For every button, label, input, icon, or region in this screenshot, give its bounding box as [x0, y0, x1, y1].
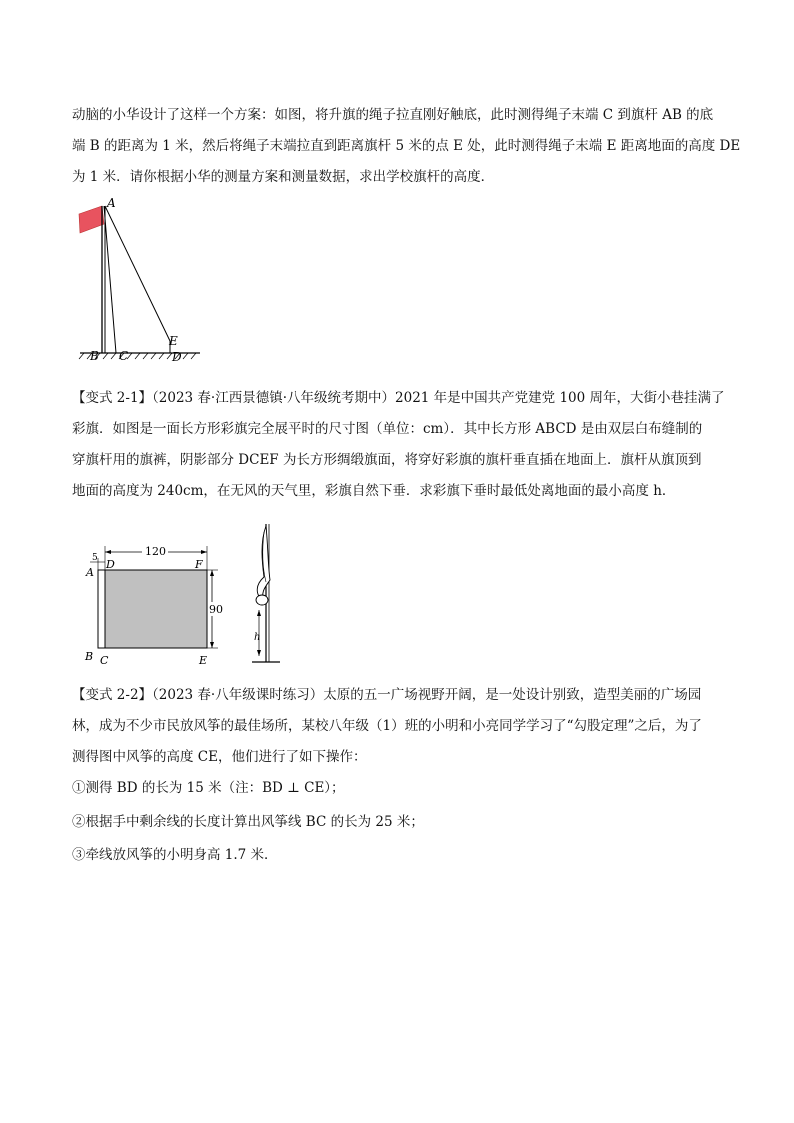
- shaded-rect-dcef: [105, 570, 207, 648]
- sleeve-rect-abcd: [98, 570, 105, 648]
- problem-text-line-2: 端 B 的距离为 1 米，然后将绳子末端拉直到距离旗杆 5 米的点 E 处，此时测得绳子末端 E 距离地面的高度 DE: [72, 138, 741, 154]
- variant-2-2-step-2: ②根据手中剩余线的长度计算出风筝线 BC 的长为 25 米；: [72, 814, 424, 830]
- variant-2-2-step-3: ③牵线放风筝的小明身高 1.7 米．: [72, 847, 278, 863]
- hanging-flag-figure: [246, 522, 286, 668]
- dim-sleeve-label: 5: [92, 553, 98, 563]
- problem-text-line-1: 动脑的小华设计了这样一个方案：如图，将升旗的绳子拉直刚好触底，此时测得绳子末端 C 到旗杆 AB 的底: [72, 107, 714, 123]
- variant-2-1-line-1: 【变式 2-1】（2023 春·江西景德镇·八年级统考期中）2021 年是中国共产党建党 100 周年，大街小巷挂满了: [72, 390, 725, 406]
- variant-2-2-line-2: 林，成为不少市民放风筝的最佳场所，某校八年级（1）班的小明和小亮同学学习了“勾股定理”之后，为了: [72, 718, 702, 734]
- flag-shape: [79, 206, 104, 233]
- label-b: B: [90, 349, 99, 363]
- variant-2-1-line-2: 彩旗．如图是一面长方形彩旗完全展平时的尺寸图（单位：cm）．其中长方形 ABCD 是由双层白布缝制的: [72, 421, 703, 437]
- label-e: E: [199, 654, 208, 667]
- rope-to-e: [105, 206, 170, 341]
- label-e: E: [169, 334, 178, 348]
- label-b: B: [85, 650, 94, 663]
- problem-text-line-3: 为 1 米．请你根据小华的测量方案和测量数据，求出学校旗杆的高度．: [72, 169, 495, 185]
- flagpole-figure: [72, 196, 242, 368]
- flag-dimension-figure: [82, 522, 226, 670]
- dim-height-label: 90: [209, 603, 223, 616]
- label-c: C: [119, 349, 129, 363]
- label-d: D: [172, 350, 182, 364]
- label-a: A: [107, 196, 116, 210]
- variant-2-1-line-4: 地面的高度为 240cm，在无风的天气里，彩旗自然下垂．求彩旗下垂时最低处离地面的最小高度 h．: [72, 483, 676, 499]
- variant-2-2-line-3: 测得图中风筝的高度 CE，他们进行了如下操作：: [72, 749, 367, 765]
- label-d: D: [106, 558, 115, 571]
- variant-2-2-step-1: ①测得 BD 的长为 15 米（注：BD ⊥ CE）；: [72, 780, 345, 796]
- label-f: F: [195, 558, 203, 571]
- variant-2-1-line-3: 穿旗杆用的旗裤，阴影部分 DCEF 为长方形绸缎旗面，将穿好彩旗的旗杆垂直插在地面上．旗杆从旗顶到: [72, 452, 702, 468]
- label-h: h: [254, 632, 261, 643]
- label-c: C: [100, 654, 109, 667]
- label-a: A: [86, 566, 94, 579]
- variant-2-2-line-1: 【变式 2-2】（2023 春·八年级课时练习）太原的五一广场视野开阔，是一处设计别致，造型美丽的广场园: [72, 687, 702, 703]
- dim-width-label: 120: [145, 545, 166, 558]
- rope-to-c: [104, 206, 116, 353]
